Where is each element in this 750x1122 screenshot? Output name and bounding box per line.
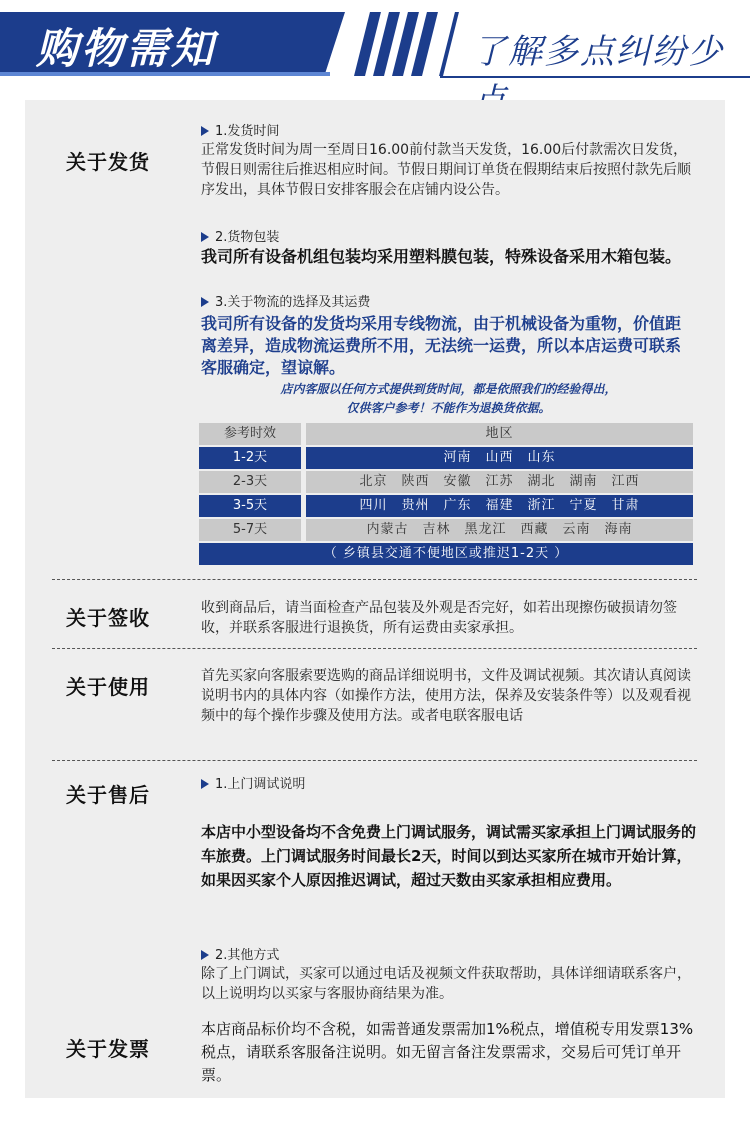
table-header-row bbox=[199, 423, 693, 445]
usage-text: 首先买家向客服索要选购的商品详细说明书，文件及调试视频。其次请认真阅读说明书内的具体内容（如操作方法，使用方法，保养及安装条件等）以及观看视频中的每个操作步骤及使用方法。或者电联客服电话 bbox=[201, 668, 691, 724]
banner-stripe-thin bbox=[439, 12, 459, 76]
sub-heading bbox=[201, 120, 279, 139]
table-cell-time: 2-3天 bbox=[199, 471, 301, 493]
other-support-text: 除了上门调试，买家可以通过电话及视频文件获取帮助，具体详细请联系客户，以上说明均以买家与客服协商结果为准。 bbox=[201, 966, 691, 1002]
section-divider bbox=[52, 760, 697, 761]
delivery-notice-line: 仅供客户参考！不能作为退换货依据。 bbox=[346, 401, 551, 415]
table-row bbox=[199, 447, 693, 469]
table-header-cell: 地区 bbox=[306, 423, 693, 445]
table-row bbox=[199, 519, 693, 541]
sub-heading-label: 2.其他方式 bbox=[215, 948, 280, 963]
sub-heading bbox=[201, 944, 279, 963]
packaging-text: 我司所有设备机组包装均采用塑料膜包装，特殊设备采用木箱包装。 bbox=[201, 247, 682, 266]
onsite-debug-text: 本店中小型设备均不含免费上门调试服务，调试需买家承担上门调试服务的车旅费。上门调试服务时间最长2天，时间以到达买家所在城市开始计算，如果因买家个人原因推迟调试，超过天数由买家承担相应费用。 bbox=[201, 823, 697, 889]
section-title-aftersale: 关于售后 bbox=[66, 783, 150, 807]
section-title-shipping: 关于发货 bbox=[66, 150, 150, 174]
section-title-invoice: 关于发票 bbox=[66, 1037, 150, 1061]
section-title-usage: 关于使用 bbox=[66, 675, 150, 699]
sub-heading-label: 1.上门调试说明 bbox=[215, 777, 306, 792]
sub-heading bbox=[201, 773, 305, 792]
table-row bbox=[199, 471, 693, 493]
header-banner bbox=[0, 0, 750, 94]
arrow-right-icon bbox=[201, 126, 209, 136]
delivery-notice bbox=[201, 380, 696, 418]
section-divider bbox=[52, 579, 697, 580]
arrow-right-icon bbox=[201, 950, 209, 960]
banner-subtitle: 了解多点纠纷少 bbox=[472, 32, 724, 72]
invoice-text: 本店商品标价均不含税，如需普通发票需加1%税点，增值税专用发票13%税点，请联系客服备注说明。如无留言备注发票需求，交易后可凭订单开票。 bbox=[201, 1020, 694, 1084]
table-cell-region: 河南 山西 山东 bbox=[306, 447, 693, 469]
sub-heading-label: 1.发货时间 bbox=[215, 124, 280, 139]
sub-heading bbox=[201, 291, 370, 310]
shipping-time-text: 正常发货时间为周一至周日16.00前付款当天发货，16.00后付款需次日发货，节假日则需往后推迟相应时间。节假日期间订单货在假期结束后按照付款先后顺序发出，具体节假日安排客服会在店铺内设公告。 bbox=[201, 142, 691, 198]
banner-title: 购物需知 bbox=[36, 24, 217, 73]
banner-subtitle-underline bbox=[440, 76, 750, 78]
table-cell-time: 1-2天 bbox=[199, 447, 301, 469]
arrow-right-icon bbox=[201, 232, 209, 242]
section-divider bbox=[52, 648, 697, 649]
table-cell-region: 内蒙古 吉林 黑龙江 西藏 云南 海南 bbox=[306, 519, 693, 541]
arrow-right-icon bbox=[201, 779, 209, 789]
sub-heading bbox=[201, 226, 279, 245]
table-cell-region: 北京 陕西 安徽 江苏 湖北 湖南 江西 bbox=[306, 471, 693, 493]
table-cell-time: 5-7天 bbox=[199, 519, 301, 541]
delivery-notice-line: 店内客服以任何方式提供到货时间，都是依照我们的经验得出， bbox=[280, 382, 617, 396]
table-header-cell: 参考时效 bbox=[199, 423, 301, 445]
table-row bbox=[199, 495, 693, 517]
sub-heading-label: 3.关于物流的选择及其运费 bbox=[215, 295, 371, 310]
arrow-right-icon bbox=[201, 297, 209, 307]
sub-heading-label: 2.货物包装 bbox=[215, 230, 280, 245]
section-title-receipt: 关于签收 bbox=[66, 606, 150, 630]
table-cell-time: 3-5天 bbox=[199, 495, 301, 517]
table-cell-region: 四川 贵州 广东 福建 浙江 宁夏 甘肃 bbox=[306, 495, 693, 517]
receipt-text: 收到商品后，请当面检查产品包装及外观是否完好，如若出现擦伤破损请勿签收，并联系客服进行退换货，所有运费由卖家承担。 bbox=[201, 600, 677, 636]
table-footnote: （ 乡镇县交通不便地区或推迟1-2天 ） bbox=[199, 543, 693, 565]
logistics-text: 我司所有设备的发货均采用专线物流，由于机械设备为重物，价值距离差异，造成物流运费所不用，无法统一运费，所以本店运费可联系客服确定，望谅解。 bbox=[201, 314, 682, 377]
